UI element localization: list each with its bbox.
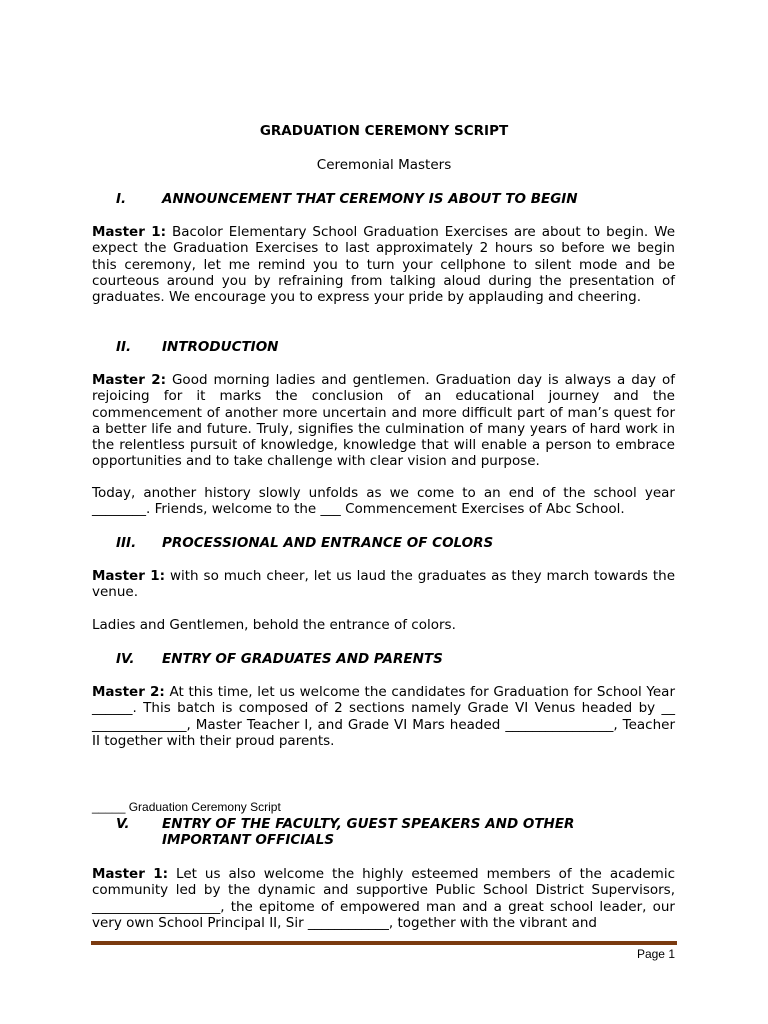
footer-note: _____ Graduation Ceremony Script <box>92 800 281 814</box>
section-title: PROCESSIONAL AND ENTRANCE OF COLORS <box>162 535 494 551</box>
section-heading-1 <box>116 191 602 207</box>
section-number: III. <box>116 535 137 551</box>
section-title: INTRODUCTION <box>162 339 279 355</box>
footer-rule <box>91 941 677 945</box>
paragraph-faculty <box>92 866 675 931</box>
paragraph-announcement <box>92 224 675 305</box>
section-title: ENTRY OF GRADUATES AND PARENTS <box>162 651 443 667</box>
speaker-label: Master 2: <box>92 372 167 388</box>
section-title: ANNOUNCEMENT THAT CEREMONY IS ABOUT TO BEGIN <box>162 191 578 207</box>
speaker-label: Master 1: <box>92 866 169 882</box>
speaker-label: Master 1: <box>92 568 165 584</box>
paragraph-text: Ladies and Gentlemen, behold the entrance of colors. <box>92 617 456 633</box>
paragraph-text: Bacolor Elementary School Graduation Exercises are about to begin. We expect the Graduation Exercises to last approximately 2 hours so before we begin this ceremony, let me remind you to turn your cellphone to silent mode and be courteous around you by refraining from talking aloud during the presentation of graduates. We encourage you to express your pride by applauding and cheering. <box>92 224 676 306</box>
paragraph-processional <box>92 568 675 601</box>
page-number: Page 1 <box>636 947 675 961</box>
section-heading-2 <box>116 339 602 355</box>
paragraph-text: Good morning ladies and gentlemen. Graduation day is always a day of rejoicing for it marks the conclusion of an educational journey and the commencement of another more uncertain and more difficult part of man’s quest for a better life and future. Truly, signifies the culmination of many years of hard work in the relentless pursuit of knowledge, knowledge that will enable a person to embrace opportunities and to take challenge with clear vision and purpose. <box>92 372 676 470</box>
speaker-label: Master 2: <box>92 684 165 700</box>
section-number: II. <box>116 339 132 355</box>
section-heading-4 <box>116 651 602 667</box>
paragraph-text: At this time, let us welcome the candidates for Graduation for School Year ______. This batch is composed of 2 sections namely Grade VI Venus headed by __ ______________, Master Teacher I, and Grade VI Mars headed ________________, Teacher II together with their proud parents. <box>92 684 675 749</box>
section-number: I. <box>116 191 127 207</box>
section-heading-3 <box>116 535 602 551</box>
paragraph-colors <box>92 617 675 633</box>
section-number: V. <box>116 816 130 832</box>
paragraph-text: Let us also welcome the highly esteemed members of the academic community led by the dynamic and supportive Public School District Supervisors, ___________________, the epitome of empowered man and a great school leader, our very own School Principal II, Sir ____________, together with the vibrant and <box>92 866 675 931</box>
paragraph-graduates <box>92 684 675 749</box>
paragraph-text: Today, another history slowly unfolds as we come to an end of the school year ________. Friends, welcome to the ___ Commencement Exercises of Abc School. <box>92 485 675 518</box>
section-number: IV. <box>116 651 135 667</box>
document-title: GRADUATION CEREMONY SCRIPT <box>259 123 509 139</box>
paragraph-text: with so much cheer, let us laud the graduates as they march towards the venue. <box>92 568 675 601</box>
paragraph-introduction <box>92 372 675 470</box>
section-heading-5 <box>116 816 602 848</box>
document-subtitle: Ceremonial Masters <box>316 157 452 173</box>
speaker-label: Master 1: <box>92 224 167 240</box>
paragraph-history <box>92 485 675 518</box>
section-title: ENTRY OF THE FACULTY, GUEST SPEAKERS AND OTHER IMPORTANT OFFICIALS <box>162 816 575 848</box>
